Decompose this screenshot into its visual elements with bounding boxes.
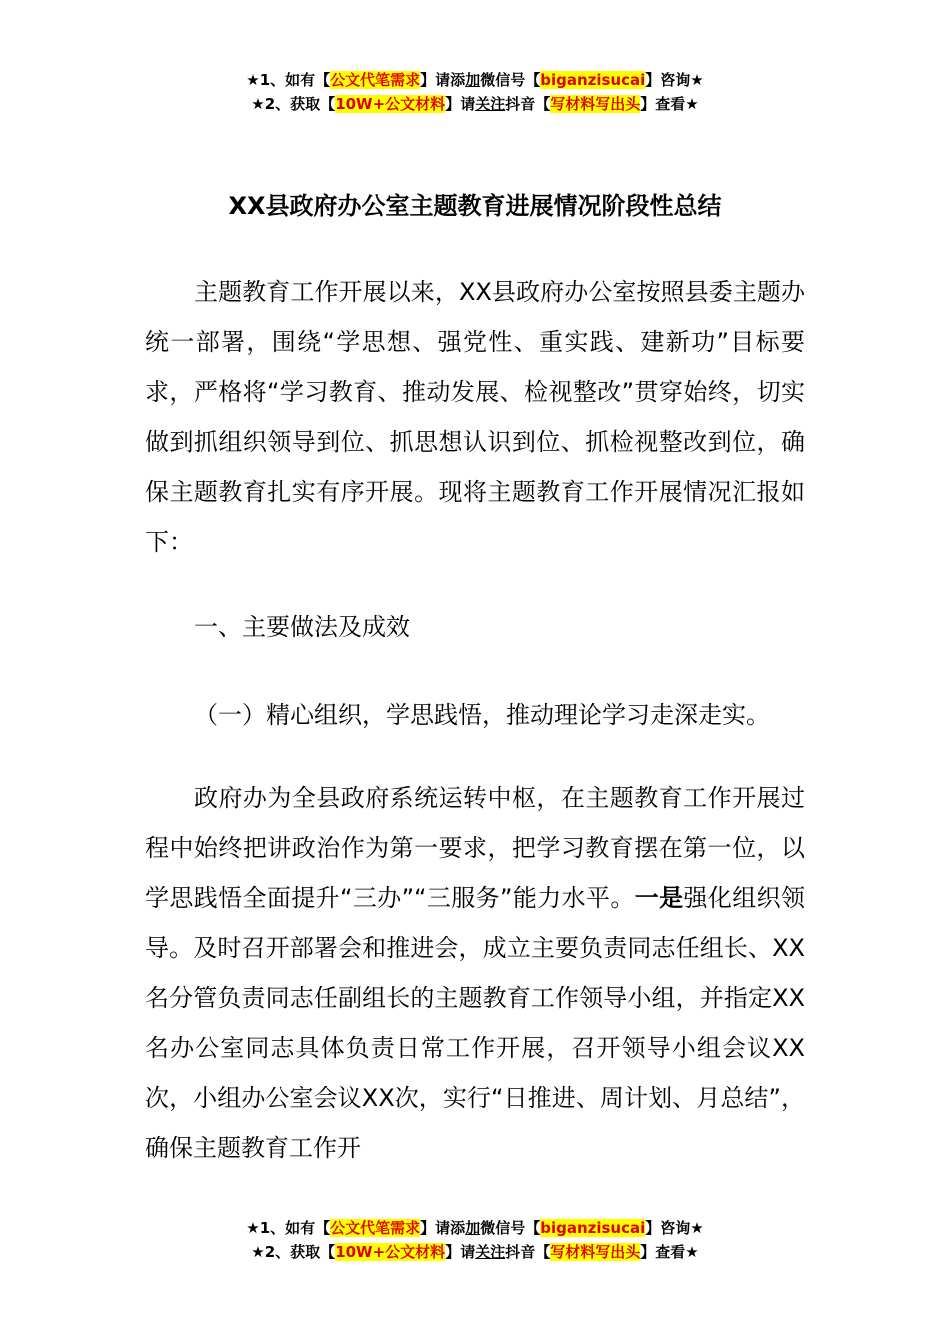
promo-highlight: 写材料写出头	[550, 95, 641, 113]
promo-underline: 关注	[475, 95, 506, 113]
promo-underline: 加	[465, 71, 481, 89]
promo-line-2	[0, 92, 950, 116]
promo-line-1	[0, 1216, 950, 1240]
promo-text: 】查看★	[640, 1243, 699, 1261]
promo-text: ★2、获取【	[251, 95, 336, 113]
paragraph-text: 强化组织领导。及时召开部署会和推进会，成立主要负责同志任组长、XX名分管负责同志任副组长的主题教育工作领导小组，并指定XX名办公室同志具体负责日常工作开展，召开领导小组会议XX次，小组办公室会议XX次，实行“日推进、周计划、月总结”，确保主题教育工作开	[145, 884, 806, 1162]
promo-text: 抖音【	[505, 1243, 551, 1261]
promo-text: 】咨询★	[645, 1219, 704, 1237]
paragraph-lead: 一是	[634, 884, 684, 912]
promo-highlight: 10W+公文材料	[335, 1243, 446, 1261]
promo-text: 微信号【	[480, 71, 541, 89]
promo-underline: 关注	[475, 1243, 506, 1261]
promo-line-1	[0, 68, 950, 92]
promo-text: 微信号【	[480, 1219, 541, 1237]
promo-line-2	[0, 1240, 950, 1264]
promo-text: 】咨询★	[645, 71, 704, 89]
document-title: XX县政府办公室主题教育进展情况阶段性总结	[228, 192, 722, 220]
paragraph-text: 政府办为全县政府系统运转中枢，在主题教育工作开展过程中始终把讲政治作为第一要求，把学习教育摆在第一位，以学思践悟全面提升“三办”“三服务”能力水平。	[145, 784, 805, 912]
subsection-heading: （一）精心组织，学思践悟，推动理论学习走深走实。	[194, 701, 770, 729]
promo-text: ★1、如有【	[246, 1219, 331, 1237]
promo-text: 】请	[445, 1243, 476, 1261]
promo-highlight: biganzisucai	[540, 71, 646, 89]
promo-highlight: 写材料写出头	[550, 1243, 641, 1261]
intro-paragraph: 主题教育工作开展以来，XX县政府办公室按照县委主题办统一部署，围绕“学思想、强党性、重实践、建新功”目标要求，严格将“学习教育、推动发展、检视整改”贯穿始终，切实做到抓组织领导到位、抓思想认识到位、抓检视整改到位，确保主题教育扎实有序开展。现将主题教育工作开展情况汇报如下：	[145, 278, 805, 556]
top-promo-banner	[0, 68, 950, 116]
promo-highlight: 公文代笔需求	[330, 1219, 421, 1237]
promo-highlight: 10W+公文材料	[335, 95, 446, 113]
bottom-promo-banner	[0, 1216, 950, 1264]
promo-text: 】请添	[420, 71, 466, 89]
promo-highlight: biganzisucai	[540, 1219, 646, 1237]
body-paragraph	[145, 773, 805, 1173]
promo-text: 】请添	[420, 1219, 466, 1237]
promo-text: ★2、获取【	[251, 1243, 336, 1261]
section-heading: 一、主要做法及成效	[194, 613, 410, 641]
promo-text: 】请	[445, 95, 476, 113]
promo-text: ★1、如有【	[246, 71, 331, 89]
promo-underline: 加	[465, 1219, 481, 1237]
promo-text: 】查看★	[640, 95, 699, 113]
promo-highlight: 公文代笔需求	[330, 71, 421, 89]
promo-text: 抖音【	[505, 95, 551, 113]
